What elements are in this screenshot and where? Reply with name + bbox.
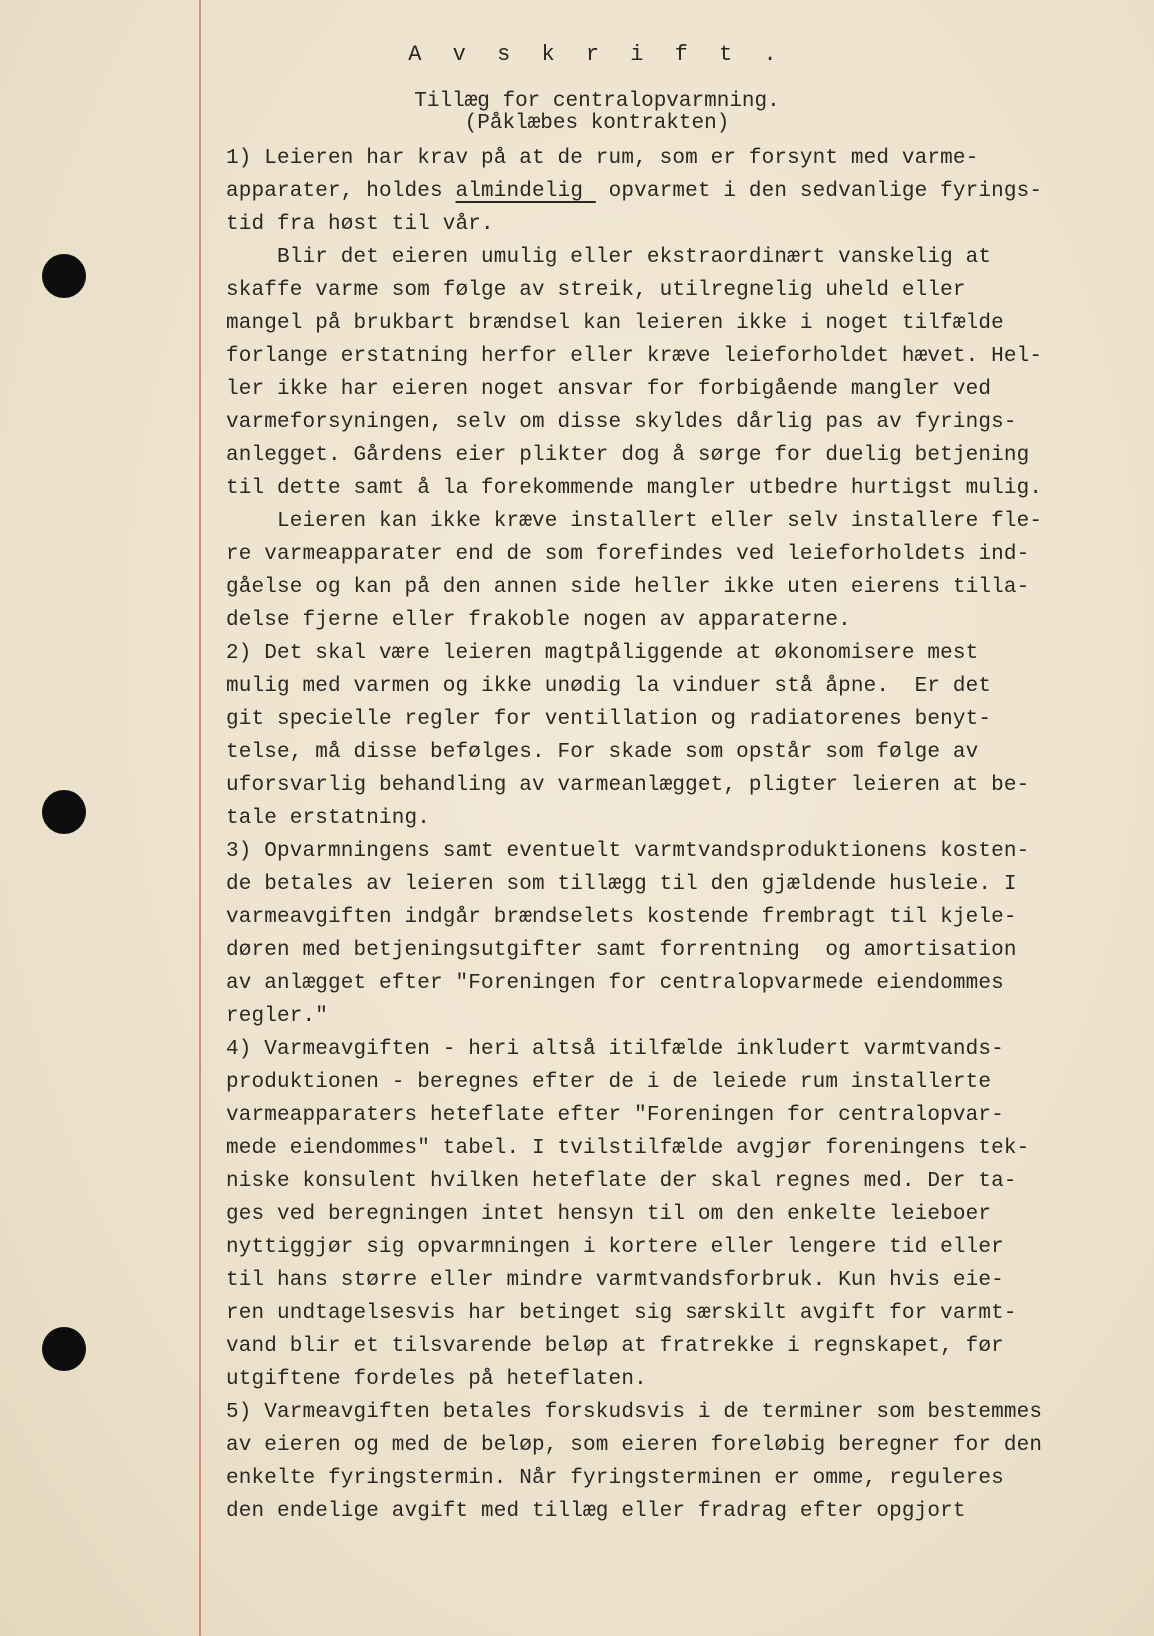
underlined-word: almindelig	[455, 180, 596, 203]
text-line: den endelige avgift med tillæg eller fradrag efter opgjort	[226, 1500, 966, 1523]
text-line: telse, må disse befølges. For skade som opstår som følge av	[226, 741, 979, 764]
text-line: varmeavgiften indgår brændselets kostende frembragt til kjele-	[226, 906, 1017, 929]
text-line: tale erstatning.	[226, 807, 431, 830]
text-line: nyttiggjør sig opvarmningen i kortere eller lengere tid eller	[226, 1236, 1004, 1259]
text-line: 2) Det skal være leieren magtpåliggende at økonomisere mest	[226, 642, 979, 665]
text-line: 1) Leieren har krav på at de rum, som er forsynt med varme-	[226, 147, 979, 170]
text-line: ler ikke har eieren noget ansvar for forbigående mangler ved	[226, 378, 992, 401]
text-line: 5) Varmeavgiften betales forskudsvis i de terminer som bestemmes	[226, 1401, 1043, 1424]
text-line: Blir det eieren umulig eller ekstraordinært vanskelig at	[226, 246, 992, 269]
text-segment: apparater, holdes	[226, 180, 456, 203]
text-line: git specielle regler for ventillation og radiatorenes benyt-	[226, 708, 992, 731]
document-body	[226, 142, 1106, 1528]
document-title: A v s k r i f t .	[408, 42, 786, 67]
text-line: skaffe varme som følge av streik, utilregnelig uheld eller	[226, 279, 966, 302]
text-line: anlegget. Gårdens eier plikter dog å sørge for duelig betjening	[226, 444, 1030, 467]
text-line: forlange erstatning herfor eller kræve leieforholdet hævet. Hel-	[226, 345, 1043, 368]
text-line: niske konsulent hvilken heteflate der skal regnes med. Der ta-	[226, 1170, 1017, 1193]
text-line: mangel på brukbart brændsel kan leieren ikke i noget tilfælde	[226, 312, 1004, 335]
text-line: produktionen - beregnes efter de i de leiede rum installerte	[226, 1071, 992, 1094]
text-line	[226, 175, 1106, 208]
text-line: uforsvarlig behandling av varmeanlægget, pligter leieren at be-	[226, 774, 1030, 797]
punch-hole-top	[42, 254, 86, 298]
punch-hole-bottom	[42, 1327, 86, 1371]
text-line: mulig med varmen og ikke unødig la vinduer stå åpne. Er det	[226, 675, 992, 698]
text-line: ren undtagelsesvis har betinget sig særskilt avgift for varmt-	[226, 1302, 1017, 1325]
punch-hole-middle	[42, 790, 86, 834]
text-line: varmeapparaters heteflate efter "Foreningen for centralopvar-	[226, 1104, 1004, 1127]
text-line: regler."	[226, 1005, 329, 1028]
text-line: 4) Varmeavgiften - heri altså itilfælde inkludert varmtvands-	[226, 1038, 1004, 1061]
text-line: til hans større eller mindre varmtvandsforbruk. Kun hvis eie-	[226, 1269, 1004, 1292]
text-line: ges ved beregningen intet hensyn til om den enkelte leieboer	[226, 1203, 992, 1226]
text-line: døren med betjeningsutgifter samt forrentning og amortisation	[226, 939, 1017, 962]
text-line: til dette samt å la forekommende mangler utbedre hurtigst mulig.	[226, 477, 1043, 500]
text-line: Leieren kan ikke kræve installert eller selv installere fle-	[226, 510, 1043, 533]
text-line: mede eiendommes" tabel. I tvilstilfælde avgjør foreningens tek-	[226, 1137, 1030, 1160]
text-line: de betales av leieren som tillægg til den gjældende husleie. I	[226, 873, 1017, 896]
text-line: varmeforsyningen, selv om disse skyldes dårlig pas av fyrings-	[226, 411, 1017, 434]
text-line: enkelte fyringstermin. Når fyringsterminen er omme, reguleres	[226, 1467, 1004, 1490]
margin-rule	[199, 0, 201, 1636]
document-subtitle-note: (Påklæbes kontrakten)	[464, 112, 730, 135]
text-line: delse fjerne eller frakoble nogen av apparaterne.	[226, 609, 851, 632]
text-line: 3) Opvarmningens samt eventuelt varmtvandsproduktionens kosten-	[226, 840, 1030, 863]
text-line: re varmeapparater end de som forefindes ved leieforholdets ind-	[226, 543, 1030, 566]
text-line: utgiftene fordeles på heteflaten.	[226, 1368, 647, 1391]
text-line: av anlægget efter "Foreningen for centralopvarmede eiendommes	[226, 972, 1004, 995]
text-line: tid fra høst til vår.	[226, 213, 494, 236]
text-line: gåelse og kan på den annen side heller ikke uten eierens tilla-	[226, 576, 1030, 599]
document-subtitle: Tillæg for centralopvarmning.	[414, 90, 780, 113]
text-line: av eieren og med de beløp, som eieren foreløbig beregner for den	[226, 1434, 1043, 1457]
text-line: vand blir et tilsvarende beløp at fratrekke i regnskapet, før	[226, 1335, 1004, 1358]
text-segment: opvarmet i den sedvanlige fyrings-	[595, 180, 1043, 203]
